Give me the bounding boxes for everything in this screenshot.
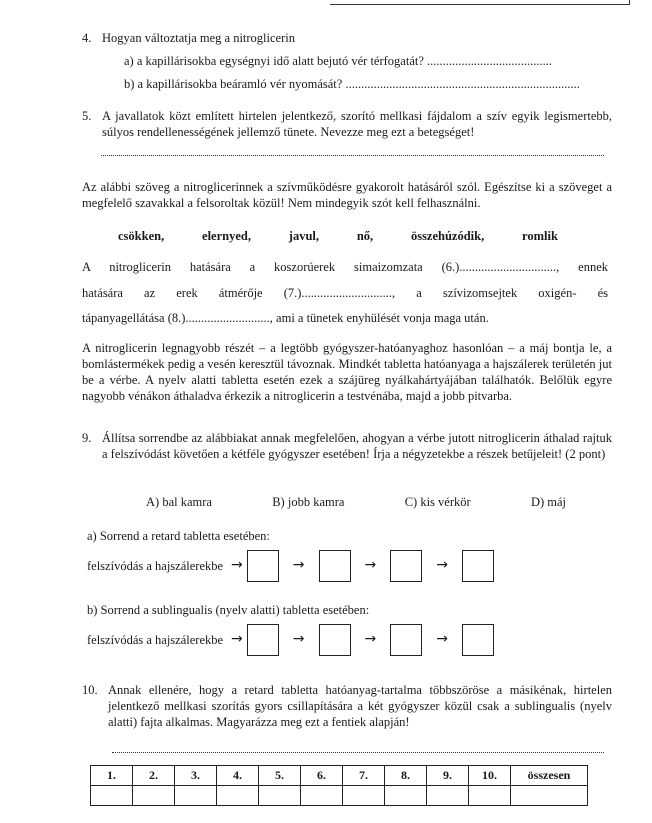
arrow-icon: → [231,557,243,574]
word-bank-item: romlik [522,229,558,243]
info-paragraph: A nitroglicerin legnagyobb részét – a legtöbb gyógyszer-hatóanyaghoz hasonlóan – a máj bontja le, a bomlástermékek pedig a vesén keresztül távoznak. Mindkét tabletta hatóanyaga a hajszálerek területén jut be a vérbe. A nyelv alatti tabletta esetén ezek a szájüreg nyálkahártyájában találhatók. Belőlük egyre nagyobb vénákon áthaladva érkezik a nitroglicerin a testvénába, majd a jobb pitvarba. [82,341,612,403]
score-cell[interactable] [259,786,301,806]
arrow-icon: → [231,631,243,648]
fill-line-1[interactable]: A nitroglicerin hatására a koszorúerek simaizomzata (6.)..............................., ennek [82,260,608,274]
score-cell[interactable] [343,786,385,806]
word-bank-item: összehúzódik, [410,229,485,243]
arrow-icon: → [292,557,305,574]
sequence-start-label: felszívódás a hajszálerekbe [87,559,224,573]
word-bank [118,228,558,244]
question-10 [82,682,612,730]
score-header-row [91,766,588,786]
answer-box[interactable] [462,550,494,582]
question-4 [82,30,612,46]
sequence-b-row [87,624,494,656]
answer-box[interactable] [462,624,494,656]
question-5 [82,108,612,140]
score-header: 8. [385,766,427,786]
score-header: 7. [343,766,385,786]
score-header: 9. [427,766,469,786]
option-b: B) jobb kamra [272,495,345,509]
intro-text: Az alábbi szöveg a nitroglicerinnek a szívműködésre gyakorolt hatásáról szól. Egészítse ki a szöveget a megfelelő szavakkal a felsoroltak közül! Nem mindegyik szót kell felhasználni. [82,180,612,210]
score-cell[interactable] [301,786,343,806]
answer-line-5[interactable] [101,155,604,156]
arrow-icon: → [436,631,448,648]
score-table [90,765,588,806]
score-cell[interactable] [133,786,175,806]
question-text: Hogyan változtatja meg a nitroglicerin [102,31,295,45]
score-header: 6. [301,766,343,786]
answer-line-10[interactable] [112,752,604,753]
answer-box[interactable] [390,624,422,656]
score-header: 1. [91,766,133,786]
word-bank-item: csökken, [118,229,165,243]
answer-box[interactable] [247,550,279,582]
top-rule-corner [629,0,630,4]
question-text: Annak ellenére, hogy a retard tabletta hatóanyag-tartalma többszöröse a másikénak, hirtelen jelentkező mellkasi szorítás gyors csillapítására a két gyógyszer közül csak a sublingualis (nyelv alatti) fajta alkalmas. Magyarázza meg ezt a fentiek alapján! [108,683,612,729]
question-number: 10. [82,683,98,697]
score-header: 5. [259,766,301,786]
score-header-total: összesen [511,766,588,786]
option-d: D) máj [530,495,566,509]
score-header: 3. [175,766,217,786]
fill-line-3[interactable]: tápanyagellátása (8.)..........................., ami a tünetek enyhülését vonja maga után. [82,311,489,325]
word-bank-item: javul, [288,229,319,243]
score-cell[interactable] [427,786,469,806]
options-list [146,494,566,510]
word-bank-item: nő, [356,229,374,243]
answer-box[interactable] [247,624,279,656]
question-number: 9. [82,431,92,445]
question-9 [82,430,612,462]
score-header: 2. [133,766,175,786]
answer-box[interactable] [390,550,422,582]
question-number: 4. [82,31,92,45]
score-cell[interactable] [469,786,511,806]
arrow-icon: → [364,557,377,574]
score-cell[interactable] [385,786,427,806]
question-text: A javallatok közt említett hirtelen jelentkező, szorító mellkasi fájdalom a szív egyik legismertebb, súlyos rendellenességének jellemző tünete. Nevezze meg ezt a betegséget! [102,109,612,139]
arrow-icon: → [292,631,305,648]
sequence-start-label: felszívódás a hajszálerekbe [87,633,224,647]
word-bank-item: elernyed, [202,229,251,243]
answer-box[interactable] [319,624,351,656]
sequence-b-label: b) Sorrend a sublingualis (nyelv alatti) tabletta esetében: [87,603,370,617]
fill-line-2[interactable]: hatására az erek átmérője (7.)............................., a szívizomsejtek oxigén- és [82,286,608,300]
question-text: Állítsa sorrendbe az alábbiakat annak megfelelően, ahogyan a vérbe jutott nitroglicerin áthalad rajtuk a felszívódást követően a kétféle gyógyszer esetében! Írja a négyzetekbe a részek betűjeleit! (2 pont) [102,431,612,461]
sequence-a-row [87,550,494,582]
score-value-row [91,786,588,806]
answer-box[interactable] [319,550,351,582]
score-cell-total[interactable] [511,786,588,806]
question-4b: b) a kapillárisokba beáramló vér nyomását? ........................................................................... [124,77,580,91]
top-rule [330,0,630,5]
arrow-icon: → [436,557,448,574]
score-cell[interactable] [91,786,133,806]
score-cell[interactable] [217,786,259,806]
option-a: A) bal kamra [146,495,212,509]
option-c: C) kis vérkör [404,495,471,509]
sequence-a-label: a) Sorrend a retard tabletta esetében: [87,529,270,543]
question-number: 5. [82,109,92,123]
score-header: 4. [217,766,259,786]
question-4a: a) a kapillárisokba egységnyi idő alatt bejutó vér térfogatát? ........................................ [124,54,553,68]
score-cell[interactable] [175,786,217,806]
score-header: 10. [469,766,511,786]
arrow-icon: → [364,631,377,648]
